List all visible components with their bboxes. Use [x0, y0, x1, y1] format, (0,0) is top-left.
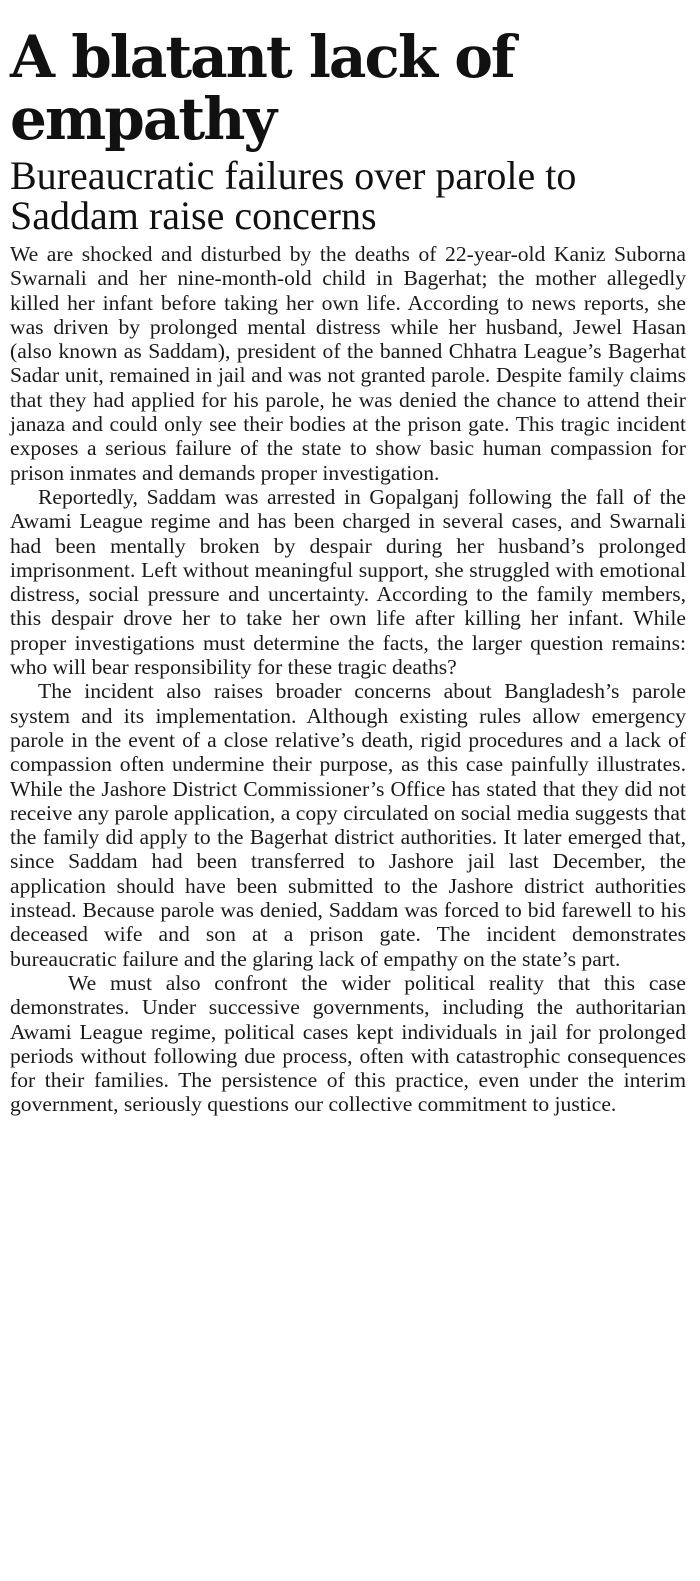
editorial-article	[10, 0, 686, 1117]
paragraph-2: Reportedly, Saddam was arrested in Gopalganj following the fall of the Awami League regime and has been charged in several cases, and Swarnali had been mentally broken by despair during her husband’s prolonged imprisonment. Left without meaningful support, she struggled with emotional distress, social pressure and uncertainty. According to the family members, this despair drove her to take her own life after killing her infant. While proper investigations must determine the facts, the larger question remains: who will bear responsibility for these tragic deaths?	[10, 484, 686, 680]
headline: A blatant lack of empathy	[10, 23, 514, 153]
article-body	[10, 242, 686, 1117]
subheadline: Bureaucratic failures over parole to Saddam raise concerns	[10, 153, 577, 238]
paragraph-1: We are shocked and disturbed by the deaths of 22-year-old Kaniz Suborna Swarnali and her nine-month-old child in Bagerhat; the mother allegedly killed her infant before taking her own life. According to news reports, she was driven by prolonged mental distress while her husband, Jewel Hasan (also known as Saddam), president of the banned Chhatra League’s Bagerhat Sadar unit, remained in jail and was not granted parole. Despite family claims that they had applied for his parole, he was denied the chance to attend their janaza and could only see their bodies at the prison gate. This tragic incident exposes a serious failure of the state to show basic human compassion for prison inmates and demands proper investigation.	[10, 242, 686, 485]
paragraph-4: We must also confront the wider political reality that this case demonstrates. Under successive governments, including the authoritarian Awami League regime, political cases kept individuals in jail for prolonged periods without following due process, often with catastrophic consequences for their families. The persistence of this practice, even under the interim government, seriously questions our collective commitment to justice.	[10, 970, 686, 1117]
paragraph-3: The incident also raises broader concerns about Bangladesh’s parole system and its implementation. Although existing rules allow emergency parole in the event of a close relative’s death, rigid procedures and a lack of compassion often undermine their purpose, as this case painfully illustrates. While the Jashore District Commissioner’s Office has stated that they did not receive any parole application, a copy circulated on social media suggests that the family did apply to the Bagerhat district authorities. It later emerged that, since Saddam had been transferred to Jashore jail last December, the application should have been submitted to the Jashore district authorities instead. Because parole was denied, Saddam was forced to bid farewell to his deceased wife and son at a prison gate. The incident demonstrates bureaucratic failure and the glaring lack of empathy on the state’s part.	[10, 679, 686, 971]
